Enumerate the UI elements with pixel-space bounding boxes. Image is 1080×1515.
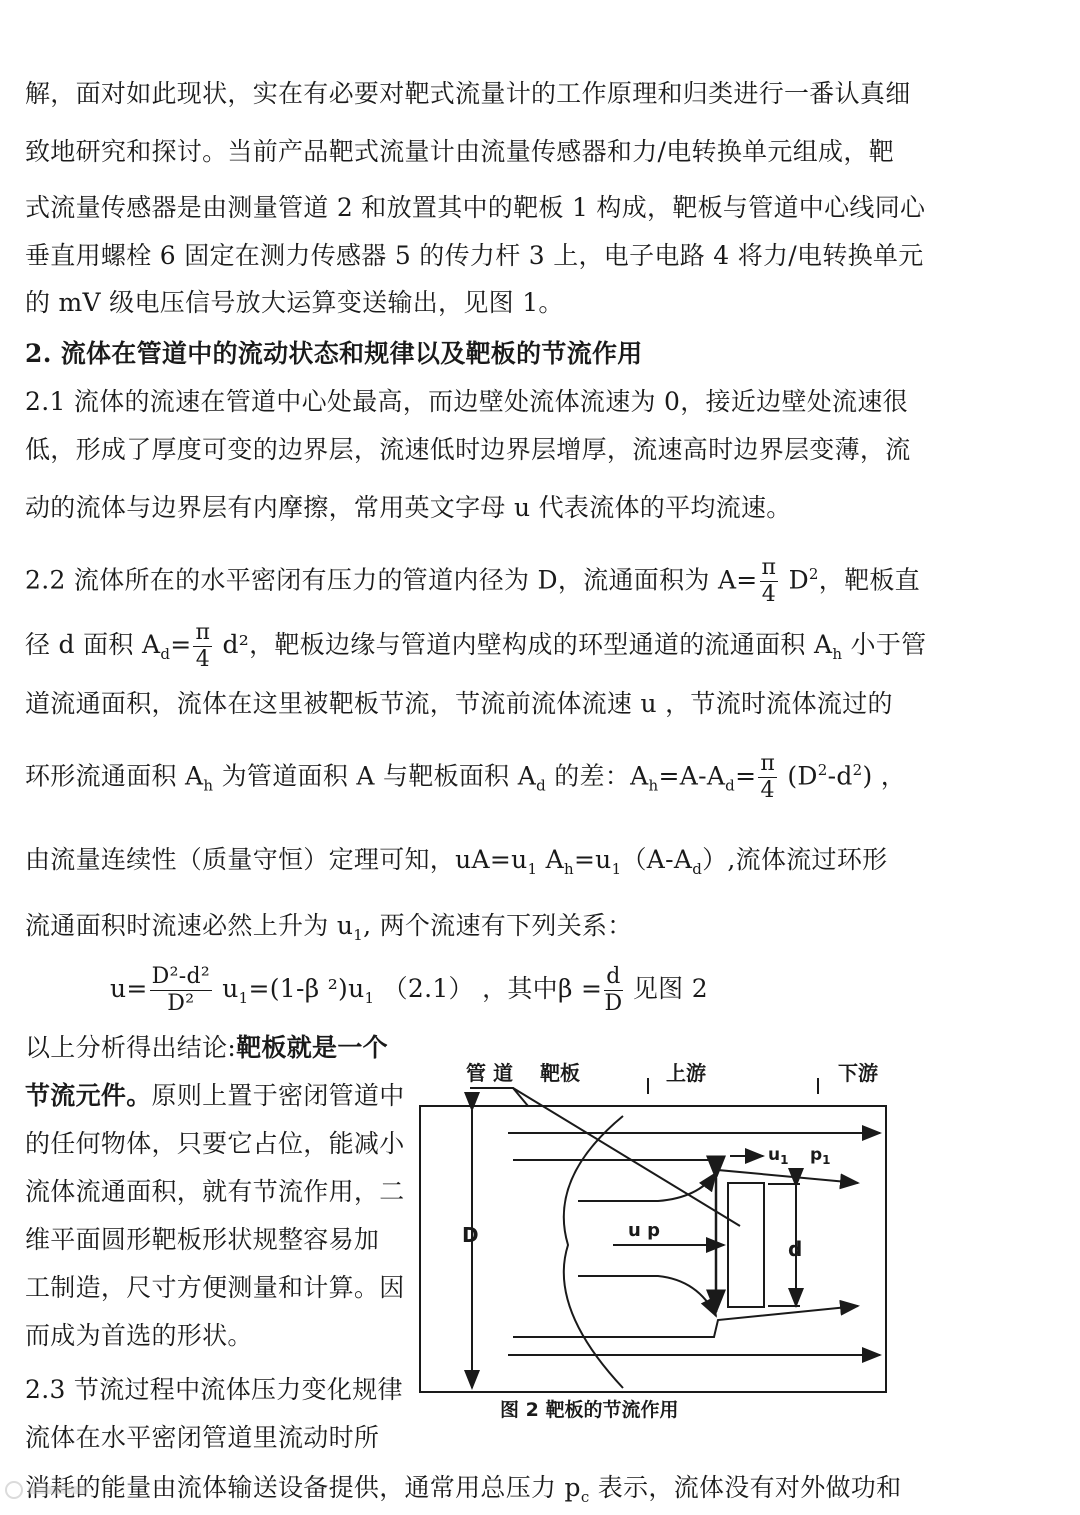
fraction-numerator: π bbox=[195, 620, 211, 645]
text-run: =A-A bbox=[658, 761, 726, 791]
body-text-line: 而成为首选的形状。 bbox=[25, 1321, 253, 1350]
text-run: 流通面积时流速必然上升为 u bbox=[25, 911, 354, 940]
text-run: 小于管 bbox=[842, 630, 927, 659]
body-text-line bbox=[25, 1078, 405, 1114]
pi-over-4-fraction bbox=[758, 753, 777, 802]
downstream-label: 下游 bbox=[838, 1061, 878, 1085]
body-text-line: 流体在水平密闭管道里流动时所 bbox=[25, 1423, 380, 1452]
body-text-line bbox=[25, 842, 887, 887]
p1-label bbox=[810, 1145, 831, 1167]
streamline bbox=[578, 1173, 716, 1201]
text-run: =(1-β ²)u bbox=[248, 974, 365, 1003]
subscript: 1 bbox=[238, 989, 249, 1007]
upstream-label: 上游 bbox=[666, 1061, 706, 1085]
subscript: h bbox=[563, 860, 574, 878]
figure-caption: 图 2 靶板的节流作用 bbox=[500, 1399, 679, 1421]
plate-label: 靶板 bbox=[540, 1061, 580, 1085]
text-run: = bbox=[735, 761, 757, 791]
u1-label bbox=[768, 1145, 788, 1167]
body-text-line bbox=[25, 556, 920, 606]
subscript: h bbox=[203, 776, 214, 795]
body-text-line: 2.1 流体的流速在管道中心处最高，而边壁处流体流速为 0，接近边壁处流速很 bbox=[25, 387, 908, 416]
body-text-line bbox=[25, 1030, 388, 1066]
text-run: = bbox=[170, 630, 192, 659]
body-text-line: 2.3 节流过程中流体压力变化规律 bbox=[25, 1375, 403, 1404]
body-text-line: 流体流通面积，就有节流作用，二 bbox=[25, 1177, 405, 1206]
body-text-line: 解，面对如此现状，实在有必要对靶式流量计的工作原理和归类进行一番认真细 bbox=[25, 79, 911, 108]
superscript: 2 bbox=[852, 761, 863, 779]
subscript: h bbox=[648, 776, 659, 795]
figure-2-throttling-diagram bbox=[418, 1058, 890, 1436]
p1-symbol: p bbox=[810, 1145, 823, 1165]
plate-leader-line bbox=[513, 1088, 740, 1226]
u1-subscript: 1 bbox=[780, 1153, 789, 1167]
text-run: 径 d 面积 A bbox=[25, 630, 161, 659]
diameter-d-label: d bbox=[788, 1237, 803, 1261]
text-run: 2.2 流体所在的水平密闭有压力的管道内径为 D，流通面积为 A= bbox=[25, 565, 758, 595]
section-heading: 2. 流体在管道中的流动状态和规律以及靶板的节流作用 bbox=[25, 339, 643, 368]
text-run: 的差：A bbox=[545, 761, 649, 791]
fraction-denominator: 4 bbox=[761, 582, 777, 608]
superscript: 2 bbox=[808, 565, 819, 583]
text-run: 由流量连续性（质量守恒）定理可知，uA=u bbox=[25, 845, 528, 874]
subscript: 1 bbox=[611, 860, 622, 878]
text-run: （2.1） ，其中β = bbox=[374, 974, 603, 1003]
text-run: 环形流通面积 A bbox=[25, 761, 204, 791]
subscript: c bbox=[580, 1488, 590, 1506]
text-run: ）,流体流过环形 bbox=[702, 845, 888, 874]
fraction-denominator: 4 bbox=[760, 778, 775, 804]
text-run: （A-A bbox=[621, 845, 693, 874]
text-run: A bbox=[537, 845, 564, 874]
text-run: u= bbox=[110, 974, 148, 1003]
fraction-numerator: d bbox=[606, 964, 621, 989]
beta-fraction bbox=[604, 966, 622, 1015]
text-run: 以上分析得出结论: bbox=[25, 1033, 237, 1062]
text-run: 见图 2 bbox=[624, 974, 708, 1003]
body-text-line: 的 mV 级电压信号放大运算变送输出，见图 1。 bbox=[25, 288, 564, 317]
subscript: 1 bbox=[353, 926, 364, 944]
fraction-numerator: π bbox=[760, 751, 776, 777]
streamline bbox=[513, 1306, 858, 1337]
body-text-line: 式流量传感器是由测量管道 2 和放置其中的靶板 1 构成，靶板与管道中心线同心 bbox=[25, 193, 926, 222]
subscript: h bbox=[832, 645, 843, 663]
body-text-line: 低，形成了厚度可变的边界层，流速低时边界层增厚，流速高时边界层变薄，流 bbox=[25, 435, 911, 464]
body-text-line: 垂直用螺栓 6 固定在测力传感器 5 的传力杆 3 上，电子电路 4 将力/电转换单元 bbox=[25, 241, 924, 270]
u1-symbol: u bbox=[768, 1145, 781, 1165]
text-run: -d bbox=[827, 761, 853, 791]
subscript: d bbox=[536, 776, 546, 795]
equation-2-1 bbox=[110, 966, 708, 1016]
text-run: D bbox=[788, 565, 809, 595]
fraction-numerator: π bbox=[761, 555, 777, 581]
text-run: ，靶板直 bbox=[818, 565, 920, 595]
text-run: 原则上置于密闭管道中 bbox=[151, 1081, 405, 1110]
body-text-line bbox=[25, 622, 926, 672]
body-text-line: 致地研究和探讨。当前产品靶式流量计由流量传感器和力/电转换单元组成，靶 bbox=[25, 137, 894, 166]
velocity-ratio-fraction bbox=[150, 966, 212, 1015]
text-run: u bbox=[213, 974, 239, 1003]
streamline bbox=[513, 1160, 858, 1183]
watermark-logo bbox=[4, 1478, 94, 1502]
body-text-line bbox=[25, 1470, 901, 1515]
text-run: =u bbox=[573, 845, 612, 874]
body-text-line: 维平面圆形靶板形状规整容易加 bbox=[25, 1225, 380, 1254]
body-text-line: 道流通面积，流体在这里被靶板节流，节流前流体流速 u ，节流时流体流过的 bbox=[25, 689, 893, 718]
text-run: 消耗的能量由流体输送设备提供，通常用总压力 p bbox=[25, 1473, 581, 1502]
superscript: 2 bbox=[817, 761, 828, 779]
subscript: d bbox=[160, 645, 171, 663]
subscript: d bbox=[725, 776, 736, 795]
boundary-curve bbox=[564, 1116, 623, 1388]
subscript: d bbox=[692, 860, 703, 878]
text-run: 为管道面积 A 与靶板面积 A bbox=[213, 761, 537, 791]
text-run: (D bbox=[787, 761, 818, 791]
pi-over-4-fraction bbox=[760, 557, 779, 606]
emphasis-text: 节流元件。 bbox=[25, 1081, 152, 1110]
streamline bbox=[578, 1276, 716, 1316]
pipe-label: 管 道 bbox=[466, 1061, 513, 1085]
subscript: 1 bbox=[527, 860, 538, 878]
p1-subscript: 1 bbox=[822, 1153, 831, 1167]
subscript: 1 bbox=[364, 989, 375, 1007]
body-text-line: 动的流体与边界层有内摩擦，常用英文字母 u 代表流体的平均流速。 bbox=[25, 493, 792, 522]
fraction-numerator: D²-d² bbox=[151, 964, 210, 989]
body-text-line bbox=[25, 752, 906, 803]
text-run: d²，靶板边缘与管道内壁构成的环型通道的流通面积 A bbox=[222, 630, 833, 659]
text-run: , 两个流速有下列关系： bbox=[363, 911, 633, 940]
pi-over-4-fraction bbox=[193, 622, 212, 671]
text-run: 表示，流体没有对外做功和 bbox=[589, 1473, 902, 1502]
velocity-pressure-label: u p bbox=[628, 1220, 660, 1241]
body-text-line: 的任何物体，只要它占位，能减小 bbox=[25, 1129, 405, 1158]
emphasis-text: 靶板就是一个 bbox=[236, 1033, 388, 1062]
diameter-D-label: D bbox=[462, 1223, 479, 1247]
text-run: ) ， bbox=[862, 761, 907, 791]
body-text-line: 工制造，尺寸方便测量和计算。因 bbox=[25, 1273, 405, 1302]
fraction-denominator: D² bbox=[167, 991, 195, 1016]
fraction-denominator: D bbox=[604, 991, 623, 1016]
target-plate bbox=[728, 1183, 764, 1307]
fraction-denominator: 4 bbox=[195, 647, 210, 672]
body-text-line bbox=[25, 908, 633, 953]
